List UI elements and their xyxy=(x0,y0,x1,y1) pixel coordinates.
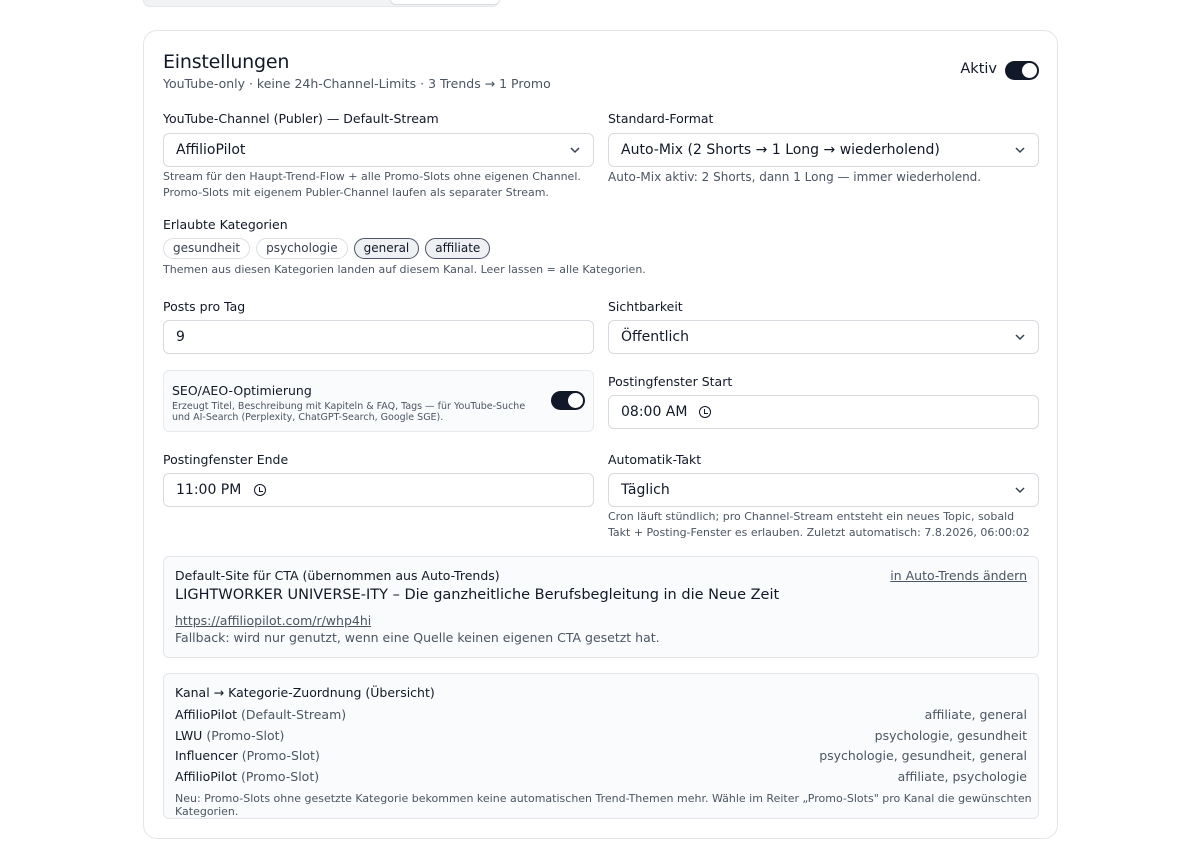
chevron-down-icon xyxy=(1014,331,1026,343)
category-chips xyxy=(163,238,490,259)
mapping-categories: affiliate, psychologie xyxy=(897,769,1027,784)
cta-panel xyxy=(163,556,1039,658)
tab-stub[interactable] xyxy=(390,0,500,5)
window-end-value: 11:00 PM xyxy=(176,482,242,498)
chip-gesundheit[interactable]: gesundheit xyxy=(163,238,250,259)
settings-card xyxy=(143,30,1058,839)
mapping-panel xyxy=(163,673,1039,819)
cta-fallback: Fallback: wird nur genutzt, wenn eine Quelle keinen eigenen CTA gesetzt hat. xyxy=(175,630,660,645)
mapping-row xyxy=(175,728,1027,746)
page-title: Einstellungen xyxy=(163,51,290,73)
window-start-label: Postingfenster Start xyxy=(608,374,733,389)
chevron-down-icon xyxy=(1014,144,1026,156)
mapping-categories: psychologie, gesundheit xyxy=(874,728,1027,743)
format-select[interactable] xyxy=(608,133,1039,167)
mapping-row xyxy=(175,769,1027,787)
mapping-kind: (Default-Stream) xyxy=(240,707,347,722)
posts-label: Posts pro Tag xyxy=(163,299,246,314)
seo-toggle[interactable] xyxy=(551,391,585,410)
visibility-value: Öffentlich xyxy=(621,329,689,345)
chip-affiliate[interactable]: affiliate xyxy=(425,238,490,259)
seo-box xyxy=(163,370,594,432)
format-help: Auto-Mix aktiv: 2 Shorts, dann 1 Long — immer wiederholend. xyxy=(608,170,982,184)
posts-value: 9 xyxy=(176,329,185,345)
mapping-row xyxy=(175,707,1027,725)
cta-headline: LIGHTWORKER UNIVERSE-ITY – Die ganzheitliche Berufsbegleitung in die Neue Zeit xyxy=(175,587,780,603)
cadence-label: Automatik-Takt xyxy=(608,452,702,467)
chevron-down-icon xyxy=(569,144,581,156)
top-tab-strip xyxy=(143,0,499,7)
window-start-input[interactable] xyxy=(608,395,1039,429)
mapping-channel: LWU xyxy=(175,728,203,743)
cta-url-link[interactable]: https://affiliopilot.com/r/whp4hi xyxy=(175,613,372,628)
chevron-down-icon xyxy=(1014,484,1026,496)
channel-select[interactable] xyxy=(163,133,594,167)
channel-label: YouTube-Channel (Publer) — Default-Stream xyxy=(163,111,439,126)
visibility-label: Sichtbarkeit xyxy=(608,299,683,314)
channel-value: AffilioPilot xyxy=(176,142,246,158)
toggle-knob xyxy=(1022,63,1037,78)
mapping-title: Kanal → Kategorie-Zuordnung (Übersicht) xyxy=(175,685,435,700)
cta-change-link[interactable]: in Auto-Trends ändern xyxy=(890,568,1027,583)
chip-psychologie[interactable]: psychologie xyxy=(256,238,348,259)
window-start-value: 08:00 AM xyxy=(621,404,688,420)
cta-title: Default-Site für CTA (übernommen aus Auto-Trends) xyxy=(175,568,500,583)
categories-help: Themen aus diesen Kategorien landen auf diesem Kanal. Leer lassen = alle Kategorien. xyxy=(163,263,646,276)
seo-title: SEO/AEO-Optimierung xyxy=(172,383,312,398)
clock-icon[interactable] xyxy=(699,406,711,418)
chip-general[interactable]: general xyxy=(354,238,420,259)
mapping-channel: AffilioPilot xyxy=(175,707,237,722)
toggle-knob xyxy=(568,393,583,408)
mapping-row xyxy=(175,748,1027,766)
cadence-select[interactable] xyxy=(608,473,1039,507)
cadence-help: Cron läuft stündlich; pro Channel-Stream entsteht ein neues Topic, sobald Takt + Posting-Fenster es erlauben. Zuletzt automatisch: 7.8.2026, 06:00:02 xyxy=(608,510,1030,539)
active-label: Aktiv xyxy=(960,61,997,77)
mapping-channel: AffilioPilot xyxy=(175,769,237,784)
clock-icon[interactable] xyxy=(254,484,266,496)
visibility-select[interactable] xyxy=(608,320,1039,354)
mapping-kind: (Promo-Slot) xyxy=(241,748,320,763)
channel-help: Stream für den Haupt-Trend-Flow + alle Promo-Slots ohne eigenen Channel. Promo-Slots mit eigenem Publer-Channel laufen als separater Stream. xyxy=(163,170,581,199)
mapping-kind: (Promo-Slot) xyxy=(206,728,285,743)
format-value: Auto-Mix (2 Shorts → 1 Long → wiederholend) xyxy=(621,142,940,158)
posts-input[interactable] xyxy=(163,320,594,354)
active-toggle[interactable] xyxy=(1005,61,1039,80)
mapping-note: Neu: Promo-Slots ohne gesetzte Kategorie bekommen keine automatischen Trend-Themen mehr. Wähle im Reiter „Promo-Slots" pro Kanal die gewünschten Kategorien. xyxy=(175,792,1032,818)
window-end-label: Postingfenster Ende xyxy=(163,452,289,467)
seo-desc: Erzeugt Titel, Beschreibung mit Kapiteln & FAQ, Tags — für YouTube-Suche und AI-Search (Perplexity, ChatGPT-Search, Google SGE). xyxy=(172,401,526,423)
mapping-categories: psychologie, gesundheit, general xyxy=(819,748,1027,763)
mapping-kind: (Promo-Slot) xyxy=(240,769,320,784)
mapping-categories: affiliate, general xyxy=(924,707,1027,722)
format-label: Standard-Format xyxy=(608,111,714,126)
categories-label: Erlaubte Kategorien xyxy=(163,217,288,232)
cadence-value: Täglich xyxy=(621,482,670,498)
page-subtitle: YouTube-only · keine 24h-Channel-Limits · 3 Trends → 1 Promo xyxy=(163,76,551,91)
mapping-channel: Influencer xyxy=(175,748,238,763)
window-end-input[interactable] xyxy=(163,473,594,507)
